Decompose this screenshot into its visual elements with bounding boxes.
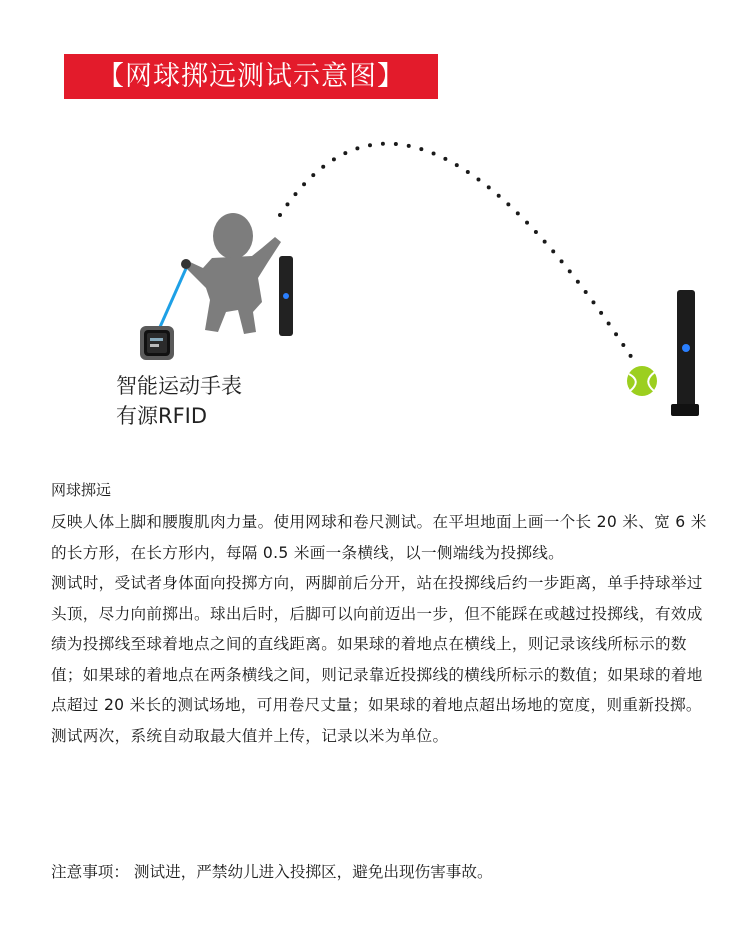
device-label-watch: 智能运动手表 [116,374,242,398]
rfid-post-right-icon [671,290,699,416]
paragraph: 反映人体上脚和腰腹肌肉力量。使用网球和卷尺测试。在平坦地面上画一个长 20 米、宽 6 米的长方形，在长方形内，每隔 0.5 米画一条横线，以一侧端线为投掷线。 [51,513,707,562]
illustration-scene [0,0,751,440]
instructions-block [51,478,711,751]
rfid-post-left-icon [279,256,293,336]
page-title-banner: 【网球掷远测试示意图】 [64,54,438,99]
smartwatch-icon [140,326,174,360]
section-title: 网球掷远 [51,481,112,499]
device-label-rfid: 有源RFID [116,404,208,428]
tether-line [156,264,188,336]
tennis-ball-icon [627,366,657,396]
paragraph: 测试时，受试者身体面向投掷方向，两脚前后分开，站在投掷线后约一步距离，单手持球举过头顶，尽力向前掷出。球出后时，后脚可以向前迈出一步，但不能踩在或越过投掷线，有效成绩为投掷线至球着地点之间的直线距离。如果球的着地点在横线上，则记录该线所标示的数值；如果球的着地点在两条横线之间，则记录靠近投掷线的横线所标示的数值；如果球的着地点超过 20 米长的测试场地，可用卷尺丈量；如果球的着地点超出场地的宽度，则重新投掷。测试两次，系统自动取最大值并上传，记录以米为单位。 [51,574,703,745]
safety-note: 注意事项： 测试进，严禁幼儿进入投掷区，避免出现伤害事故。 [51,863,493,881]
child-figure-icon [186,213,281,334]
trajectory-path-icon [280,144,632,358]
